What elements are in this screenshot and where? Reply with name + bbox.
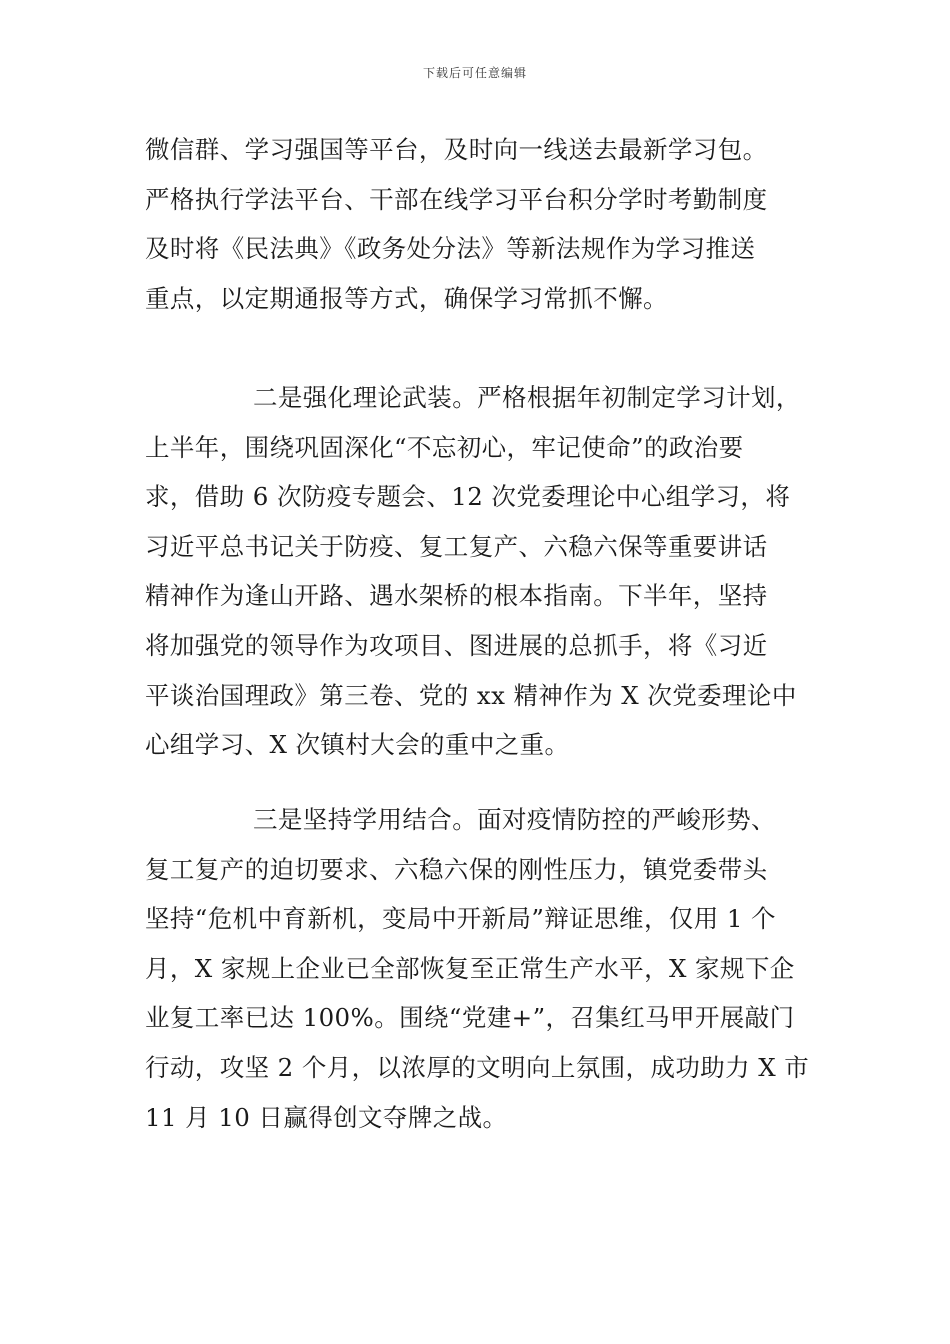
paragraph-1 xyxy=(145,125,810,323)
text-line: 二是强化理论武装。严格根据年初制定学习计划， xyxy=(253,383,801,412)
text-line: 习近平总书记关于防疫、复工复产、六稳六保等重要讲话 xyxy=(145,531,768,561)
text-line: 求，借助 6 次防疫专题会、12 次党委理论中心组学习，将 xyxy=(145,482,791,512)
text-line: 精神作为逢山开路、遇水架桥的根本指南。下半年，坚持 xyxy=(145,581,768,611)
text-line: 微信群、学习强国等平台，及时向一线送去最新学习包。 xyxy=(145,135,768,164)
text-line: 业复工率已达 100%。围绕“党建+”，召集红马甲开展敲门 xyxy=(145,1003,795,1033)
text-line: 平谈治国理政》第三卷、党的 xx 精神作为 X 次党委理论中 xyxy=(145,680,797,710)
text-line: 坚持“危机中育新机，变局中开新局”辩证思维，仅用 1 个 xyxy=(145,904,776,934)
text-line: 复工复产的迫切要求、六稳六保的刚性压力，镇党委带头 xyxy=(145,854,768,884)
text-line: 重点，以定期通报等方式，确保学习常抓不懈。 xyxy=(145,283,668,313)
text-line: 严格执行学法平台、干部在线学习平台积分学时考勤制度 xyxy=(145,184,768,214)
text-line: 及时将《民法典》《政务处分法》等新法规作为学习推送 xyxy=(145,234,756,264)
page-header: 下载后可任意编辑 xyxy=(422,66,527,80)
text-line: 行动，攻坚 2 个月，以浓厚的文明向上氛围，成功助力 X 市 xyxy=(145,1052,810,1082)
text-line: 上半年，围绕巩固深化“不忘初心，牢记使命”的政治要 xyxy=(145,432,744,462)
paragraph-3 xyxy=(145,795,810,1142)
text-line: 三是坚持学用结合。面对疫情防控的严峻形势、 xyxy=(253,805,776,834)
paragraph-2 xyxy=(145,373,810,770)
text-line: 11 月 10 日赢得创文夺牌之战。 xyxy=(145,1102,508,1132)
text-line: 月，X 家规上企业已全部恢复至正常生产水平，X 家规下企 xyxy=(145,953,795,983)
text-line: 心组学习、X 次镇村大会的重中之重。 xyxy=(145,730,570,760)
text-line: 将加强党的领导作为攻项目、图进展的总抓手，将《习近 xyxy=(145,630,768,660)
